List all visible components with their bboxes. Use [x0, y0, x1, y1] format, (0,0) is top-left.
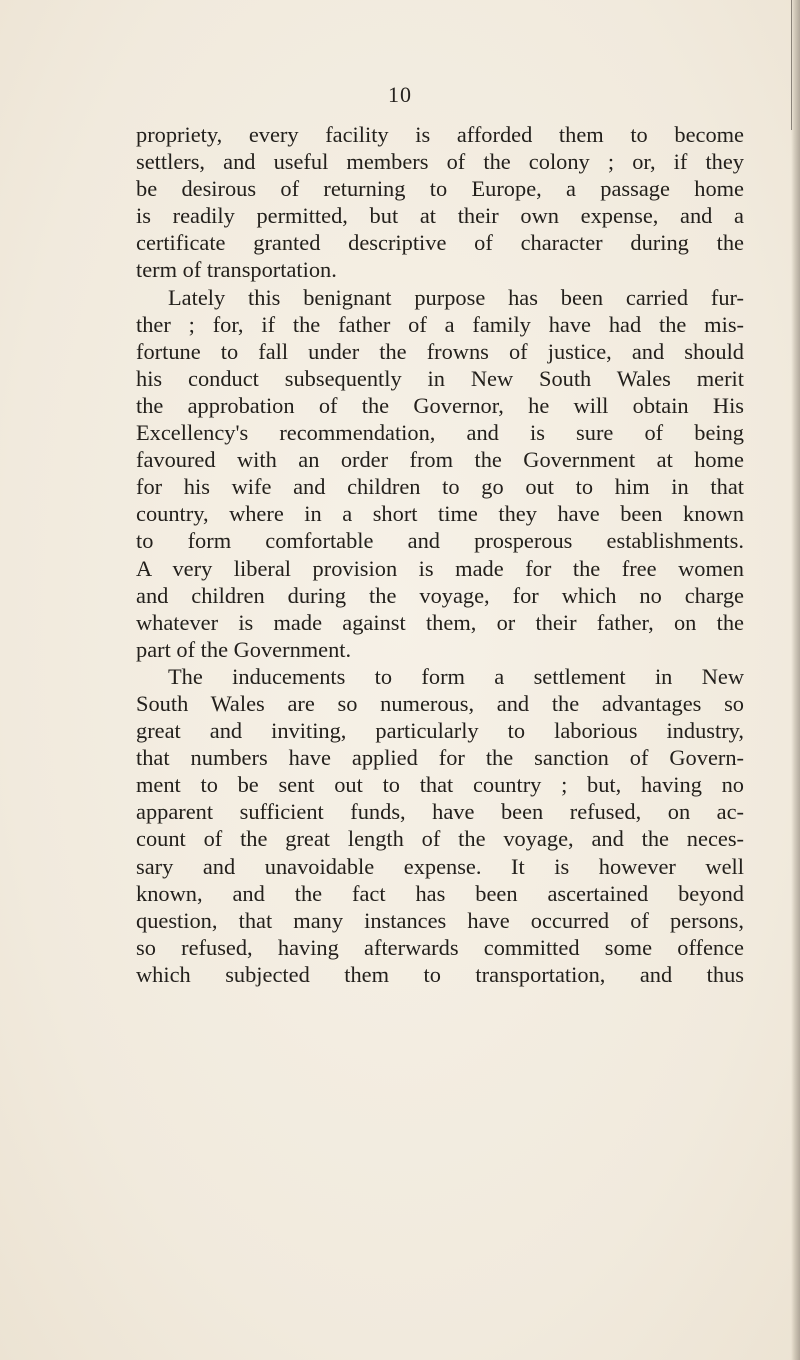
text-line: part of the Government. — [136, 636, 352, 662]
page-edge-line — [791, 0, 792, 130]
text-line: term of transportation. — [136, 257, 337, 283]
text-line: so refused, having afterwards committed some offence — [136, 934, 744, 960]
text-line: whatever is made against them, or their father, on the — [136, 609, 744, 635]
text-line: great and inviting, particularly to laborious industry, — [136, 718, 744, 744]
page-edge-shadow — [791, 0, 800, 1360]
text-line: certificate granted descriptive of character during the — [136, 230, 744, 256]
text-line: his conduct subsequently in New South Wales merit — [136, 365, 744, 391]
text-line: count of the great length of the voyage, and the neces- — [136, 826, 744, 852]
page-number: 10 — [388, 82, 412, 107]
text-line: for his wife and children to go out to him in that — [136, 474, 744, 500]
text-line: question, that many instances have occurred of persons, — [136, 907, 744, 933]
text-line: to form comfortable and prosperous establishments. — [136, 528, 744, 554]
text-line: that numbers have applied for the sanction of Govern- — [136, 745, 744, 771]
text-line: ment to be sent out to that country ; but, having no — [136, 772, 744, 798]
text-line: Excellency's recommendation, and is sure of being — [136, 420, 744, 446]
text-line: be desirous of returning to Europe, a passage home — [136, 176, 744, 202]
text-line: Lately this benignant purpose has been carried fur- — [168, 284, 744, 310]
text-line: favoured with an order from the Government at home — [136, 447, 744, 473]
text-line: A very liberal provision is made for the free women — [136, 555, 744, 581]
text-line: known, and the fact has been ascertained beyond — [136, 880, 744, 906]
text-line: fortune to fall under the frowns of justice, and should — [136, 338, 744, 364]
text-line: ther ; for, if the father of a family have had the mis- — [136, 311, 744, 337]
text-line: the approbation of the Governor, he will obtain His — [136, 392, 744, 418]
text-line: is readily permitted, but at their own expense, and a — [136, 203, 744, 229]
text-line: sary and unavoidable expense. It is however well — [136, 853, 744, 879]
text-line: South Wales are so numerous, and the advantages so — [136, 690, 744, 716]
text-line: The inducements to form a settlement in New — [168, 663, 744, 689]
text-line: settlers, and useful members of the colony ; or, if they — [136, 149, 744, 175]
text-line: and children during the voyage, for which no charge — [136, 582, 744, 608]
text-line: country, where in a short time they have been known — [136, 501, 744, 527]
text-line: which subjected them to transportation, and thus — [136, 961, 744, 987]
body-text — [136, 121, 744, 988]
text-line: apparent sufficient funds, have been refused, on ac- — [136, 799, 744, 825]
text-line: propriety, every facility is afforded them to become — [136, 122, 744, 147]
